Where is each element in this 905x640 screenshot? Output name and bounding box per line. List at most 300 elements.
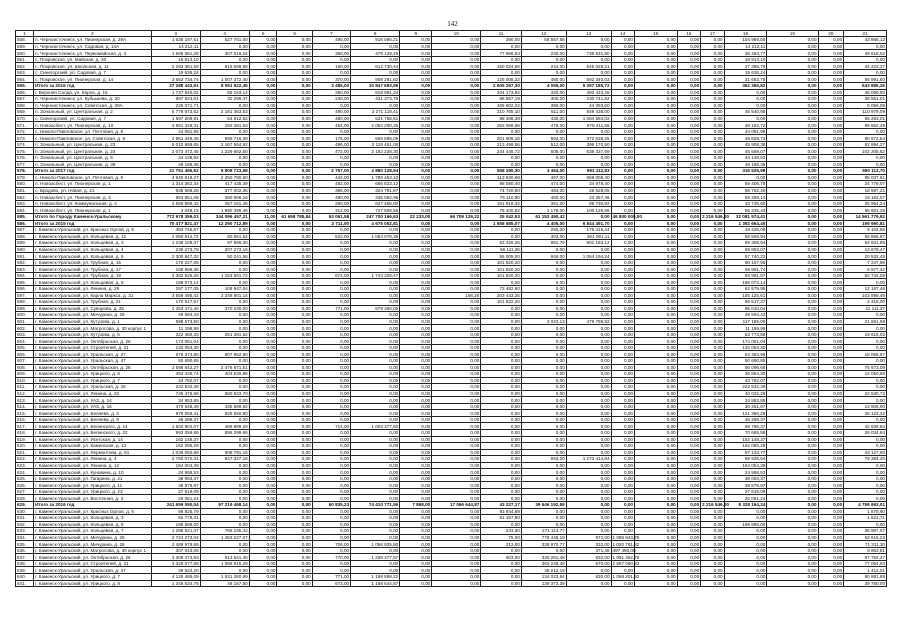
- amount-cell: 879 360,00: [351, 305, 400, 312]
- amount-cell: 607 852,80: [200, 351, 249, 358]
- amount-cell: 0,00: [351, 436, 400, 443]
- address-cell: г. Каменск-Уральский, ул. Кольцевая, д. 12: [34, 233, 151, 240]
- amount-cell: 0,00: [677, 285, 700, 292]
- amount-cell: 480,00: [521, 76, 566, 83]
- amount-cell: 0,00: [767, 200, 818, 207]
- amount-cell: 0,00: [277, 541, 312, 548]
- amount-cell: 93 944,89: [481, 508, 522, 515]
- amount-cell: 0,00: [767, 109, 818, 116]
- amount-cell: 0,00: [677, 528, 700, 535]
- amount-cell: 11 199,99: [151, 325, 200, 332]
- amount-cell: 0,00: [200, 547, 249, 554]
- amount-cell: 0,00: [767, 351, 818, 358]
- amount-cell: 0,00: [701, 56, 724, 63]
- amount-cell: 0,00: [277, 318, 312, 325]
- amount-cell: 0,00: [277, 338, 312, 345]
- amount-cell: 896 299,66: [200, 430, 249, 437]
- amount-cell: 0,00: [400, 56, 432, 63]
- amount-cell: 0,00: [611, 187, 634, 194]
- address-cell: г. Каменск-Уральский, ул. Ленина, д. 4: [34, 456, 151, 463]
- amount-cell: 0,00: [432, 580, 481, 587]
- amount-cell: 0,00: [200, 259, 249, 266]
- amount-cell: 0,00: [611, 312, 634, 319]
- amount-cell: 0,00: [277, 148, 312, 155]
- amount-cell: 0,00: [818, 554, 844, 561]
- amount-cell: 0,00: [481, 456, 522, 463]
- amount-cell: 225 071,71: [151, 102, 200, 109]
- amount-cell: 0,00: [432, 272, 481, 279]
- amount-cell: 0,00: [818, 213, 844, 220]
- amount-cell: 0,00: [249, 240, 277, 247]
- amount-cell: 2 293 361,69: [151, 63, 200, 70]
- amount-cell: 0,00: [724, 508, 767, 515]
- amount-cell: 0,00: [635, 371, 678, 378]
- amount-cell: 0,00: [611, 148, 634, 155]
- amount-cell: 0,00: [611, 128, 634, 135]
- amount-cell: 0,00: [635, 364, 678, 371]
- amount-cell: 0,00: [481, 344, 522, 351]
- row-index: 634.: [16, 534, 34, 541]
- amount-cell: 1 412,01: [844, 567, 887, 574]
- amount-cell: 1 091 462,75: [612, 554, 640, 560]
- amount-cell: 0,00: [701, 377, 724, 384]
- amount-cell: 0,00: [432, 128, 481, 135]
- amount-cell: 70 477 821,47: [151, 220, 200, 227]
- amount-cell: 82 779,31: [151, 515, 200, 522]
- amount-cell: 0,00: [400, 200, 432, 207]
- amount-cell: 0,00: [432, 122, 481, 129]
- amount-cell: 0,00: [818, 89, 844, 96]
- amount-cell: 0,00: [432, 390, 481, 397]
- amount-cell: 0,00: [677, 534, 700, 541]
- address-cell: г. Каменск-Уральский, ул. Матросова, д. 30 корпус 1: [34, 547, 151, 554]
- amount-cell: 0,00: [818, 443, 844, 450]
- amount-cell: 162 095,29: [151, 443, 200, 450]
- amount-cell: 363 248,48: [521, 560, 566, 567]
- row-index: 575.: [16, 148, 34, 155]
- address-cell: г. Каменск-Уральский, ул. Суворова, д. 25: [34, 305, 151, 312]
- amount-cell: 0,00: [200, 397, 249, 404]
- amount-cell: 2 961 449,46: [151, 135, 200, 142]
- amount-cell: 0,00: [818, 50, 844, 57]
- amount-cell: 0,00: [432, 488, 481, 495]
- amount-cell: 0,00: [818, 233, 844, 240]
- amount-cell: 0,00: [611, 181, 634, 188]
- row-index: 576.: [16, 155, 34, 162]
- amount-cell: 0,00: [432, 56, 481, 63]
- amount-cell: 44 081,96: [724, 128, 767, 135]
- amount-cell: 0,00: [611, 344, 634, 351]
- row-index: 570.: [16, 115, 34, 122]
- amount-cell: 0,00: [277, 416, 312, 423]
- amount-cell: 0,00: [635, 128, 678, 135]
- amount-cell: 0,00: [818, 534, 844, 541]
- amount-cell: 0,00: [521, 246, 566, 253]
- address-cell: г. Каменск-Уральский, ул. Трубная, д. 21: [34, 299, 151, 306]
- amount-cell: 0,00: [249, 207, 277, 214]
- amount-cell: 0,00: [200, 482, 249, 489]
- amount-cell: 1 453 227,07: [200, 534, 249, 541]
- amount-cell: 1 314 382,34: [151, 181, 200, 188]
- amount-cell: 0,00: [400, 69, 432, 76]
- amount-cell: 0,00: [611, 89, 634, 96]
- amount-cell: 0,00: [701, 69, 724, 76]
- amount-cell: 377 002,35: [200, 187, 249, 194]
- amount-cell: 0,00: [400, 122, 432, 129]
- amount-cell: 18 913,10: [724, 56, 767, 63]
- amount-cell: 0,00: [677, 475, 700, 482]
- amount-cell: 362 366,82: [724, 83, 767, 90]
- amount-cell: 0,00: [701, 364, 724, 371]
- amount-cell: 0,00: [481, 580, 522, 587]
- amount-cell: 0,00: [635, 50, 678, 57]
- amount-cell: 4 095,00: [521, 83, 566, 90]
- address-cell: г. Каменск-Уральский, ул. Мичурина, д. 28: [34, 312, 151, 319]
- amount-cell: 0,00: [611, 515, 634, 522]
- amount-cell: 0,00: [400, 135, 432, 142]
- amount-cell: 0,00: [701, 43, 724, 50]
- amount-cell: 390,00: [521, 102, 566, 109]
- amount-cell: 0,00: [677, 109, 700, 116]
- amount-cell: 0,00: [432, 475, 481, 482]
- amount-cell: 0,00: [481, 436, 522, 443]
- amount-cell: 0,00: [844, 488, 887, 495]
- column-number: 21: [844, 31, 887, 37]
- amount-cell: 0,00: [818, 285, 844, 292]
- amount-cell: 0,00: [200, 541, 249, 548]
- amount-cell: 42 839,84: [844, 423, 887, 430]
- amount-cell: 4 961 329,31: [151, 122, 200, 129]
- amount-cell: 0,00: [767, 168, 818, 175]
- amount-cell: 38 484,77: [724, 50, 767, 57]
- amount-cell: 0,00: [818, 462, 844, 469]
- amount-cell: 0,00: [611, 528, 634, 535]
- amount-cell: 0,00: [767, 266, 818, 273]
- row-index: 598.: [16, 299, 34, 306]
- amount-cell: 932,00: [566, 554, 611, 561]
- amount-cell: 0,00: [566, 462, 611, 469]
- amount-cell: 46 157,50: [200, 580, 249, 587]
- address-cell: г. Каменск-Уральский, ул. Ленина, д. 29: [34, 285, 151, 292]
- amount-cell: 0,00: [400, 449, 432, 456]
- amount-cell: 0,00: [611, 364, 634, 371]
- amount-cell: 0,00: [521, 351, 566, 358]
- amount-cell: 0,00: [521, 364, 566, 371]
- amount-cell: 113 630,98: [481, 174, 522, 181]
- amount-cell: 0,00: [566, 580, 611, 587]
- amount-cell: 0,00: [635, 285, 678, 292]
- amount-cell: 0,00: [566, 213, 611, 220]
- amount-cell: 0,00: [277, 279, 312, 286]
- amount-cell: 0,00: [481, 384, 522, 391]
- row-index: 620.: [16, 443, 34, 450]
- amount-cell: 467,00: [521, 174, 566, 181]
- amount-cell: 0,00: [249, 253, 277, 260]
- amount-cell: 1 229 662,50: [200, 148, 249, 155]
- amount-cell: 0,00: [277, 76, 312, 83]
- table-row: [16, 580, 887, 587]
- amount-cell: 92 742,09: [844, 272, 887, 279]
- amount-cell: 0,00: [566, 285, 611, 292]
- amount-cell: 0,00: [481, 128, 522, 135]
- amount-cell: 0,00: [400, 377, 432, 384]
- amount-cell: 0,00: [611, 377, 634, 384]
- amount-cell: 0,00: [400, 272, 432, 279]
- amount-cell: 0,00: [400, 344, 432, 351]
- amount-cell: 0,00: [635, 266, 678, 273]
- amount-cell: 0,00: [611, 305, 634, 312]
- amount-cell: 0,00: [249, 344, 277, 351]
- amount-cell: 0,00: [249, 364, 277, 371]
- amount-cell: 1 007 372,40: [200, 76, 249, 83]
- amount-cell: 0,00: [351, 430, 400, 437]
- row-index: 579.: [16, 174, 34, 181]
- amount-cell: 0,00: [432, 364, 481, 371]
- amount-cell: 0,00: [481, 560, 522, 567]
- amount-cell: 49 188,36: [724, 161, 767, 168]
- address-cell: Итого за 2016 год: [34, 502, 151, 509]
- amount-cell: 300,00: [521, 96, 566, 103]
- amount-cell: 0,00: [312, 528, 350, 535]
- amount-cell: 0,00: [400, 168, 432, 175]
- amount-cell: 0,00: [611, 357, 634, 364]
- amount-cell: 0,00: [312, 240, 350, 247]
- amount-cell: 0,00: [611, 56, 634, 63]
- amount-cell: 0,00: [249, 423, 277, 430]
- amount-cell: 0,00: [277, 443, 312, 450]
- amount-cell: 0,00: [481, 482, 522, 489]
- amount-cell: 0,00: [249, 63, 277, 70]
- amount-cell: 0,00: [767, 246, 818, 253]
- amount-cell: 0,00: [432, 482, 481, 489]
- amount-cell: 0,00: [481, 416, 522, 423]
- amount-cell: 0,00: [432, 331, 481, 338]
- amount-cell: 0,00: [677, 554, 700, 561]
- amount-cell: 0,00: [767, 410, 818, 417]
- amount-cell: 714,00: [312, 423, 350, 430]
- amount-cell: 0,00: [677, 115, 700, 122]
- amount-cell: 0,00: [521, 357, 566, 364]
- column-number: 20: [818, 31, 844, 37]
- amount-cell: 38 551,01: [844, 96, 887, 103]
- amount-cell: 390,00: [481, 37, 522, 44]
- amount-cell: 0,00: [677, 253, 700, 260]
- amount-cell: 0,00: [818, 547, 844, 554]
- amount-cell: 0,00: [400, 416, 432, 423]
- amount-cell: 0,00: [400, 403, 432, 410]
- column-number: 1: [16, 31, 34, 37]
- amount-cell: 638 337,69: [566, 148, 611, 155]
- amount-cell: 0,00: [400, 292, 432, 299]
- amount-cell: 0,00: [566, 521, 611, 528]
- amount-cell: 0,00: [611, 253, 634, 260]
- amount-cell: 0,00: [818, 155, 844, 162]
- amount-cell: 0,00: [611, 259, 634, 266]
- amount-cell: 665 695,09: [351, 135, 400, 142]
- address-cell: г. Каменск-Уральский, ул. Октябрьская, д. 28: [34, 364, 151, 371]
- amount-cell: 0,00: [521, 344, 566, 351]
- amount-cell: 0,00: [677, 135, 700, 142]
- amount-cell: 324 791,87: [351, 187, 400, 194]
- amount-cell: 0,00: [432, 456, 481, 463]
- amount-cell: 545 029,21: [566, 63, 611, 70]
- amount-cell: 0,00: [277, 508, 312, 515]
- amount-cell: 8 328 164,24: [724, 502, 767, 509]
- amount-cell: 0,00: [200, 344, 249, 351]
- amount-cell: 0,00: [521, 285, 566, 292]
- amount-cell: 0,00: [635, 318, 678, 325]
- amount-cell: 0,00: [701, 76, 724, 83]
- row-index: 596.: [16, 285, 34, 292]
- amount-cell: 0,00: [312, 312, 350, 319]
- address-cell: Итого за 2017 год: [34, 168, 151, 175]
- amount-cell: 236 273,78: [151, 246, 200, 253]
- address-cell: с. Покровское, ул. Школьная, д. 11: [34, 63, 151, 70]
- amount-cell: 0,00: [566, 299, 611, 306]
- amount-cell: 58 559,94: [724, 233, 767, 240]
- amount-cell: 0,00: [611, 194, 634, 201]
- amount-cell: 0,00: [701, 410, 724, 417]
- amount-cell: 0,00: [818, 122, 844, 129]
- amount-cell: 474,00: [521, 181, 566, 188]
- amount-cell: 659 008,40: [566, 174, 611, 181]
- amount-cell: 0,00: [635, 109, 678, 116]
- amount-cell: 0,00: [677, 299, 700, 306]
- amount-cell: 0,00: [432, 246, 481, 253]
- amount-cell: 0,00: [566, 43, 611, 50]
- amount-cell: 0,00: [400, 233, 432, 240]
- amount-cell: 0,00: [701, 351, 724, 358]
- amount-cell: 0,00: [818, 364, 844, 371]
- address-cell: г. Каменск-Уральский, ул. УАЗ, д. 16: [34, 403, 151, 410]
- amount-cell: 0,00: [351, 521, 400, 528]
- amount-cell: 0,00: [635, 567, 678, 574]
- amount-cell: 297 177,05: [151, 285, 200, 292]
- amount-cell: 0,00: [701, 272, 724, 279]
- amount-cell: 0,00: [521, 384, 566, 391]
- amount-cell: 95 825,79: [151, 508, 200, 515]
- amount-cell: 0,00: [249, 174, 277, 181]
- amount-cell: 0,00: [277, 423, 312, 430]
- row-index: 582.: [16, 194, 34, 201]
- amount-cell: 0,00: [677, 521, 700, 528]
- amount-cell: 0,00: [432, 187, 481, 194]
- amount-cell: 0,00: [351, 377, 400, 384]
- amount-cell: 0,00: [312, 397, 350, 404]
- amount-cell: 0,00: [400, 410, 432, 417]
- amount-cell: 0,00: [566, 155, 611, 162]
- amount-cell: 0,00: [767, 554, 818, 561]
- amount-cell: 0,00: [611, 449, 634, 456]
- amount-cell: 0,00: [277, 430, 312, 437]
- amount-cell: 27 619,09: [151, 488, 200, 495]
- amount-cell: 0,00: [277, 240, 312, 247]
- row-index: 568.: [16, 102, 34, 109]
- amount-cell: 0,00: [351, 528, 400, 535]
- amount-cell: 0,00: [767, 384, 818, 391]
- row-index: 623.: [16, 462, 34, 469]
- amount-cell: 0,00: [400, 423, 432, 430]
- amount-cell: 0,00: [611, 207, 634, 214]
- amount-cell: 50 241,56: [200, 253, 249, 260]
- amount-cell: 53 615,23: [844, 534, 887, 541]
- amount-cell: 43 782,07: [724, 377, 767, 384]
- amount-cell: 0,00: [432, 279, 481, 286]
- amount-cell: 404 530,88: [200, 371, 249, 378]
- amount-cell: 0,00: [767, 161, 818, 168]
- row-index: 624.: [16, 469, 34, 476]
- amount-cell: 0,00: [312, 69, 350, 76]
- row-index: 567.: [16, 96, 34, 103]
- column-number: 11: [481, 31, 522, 37]
- column-number: 18: [724, 31, 767, 37]
- amount-cell: 35 987,07: [844, 528, 887, 535]
- amount-cell: 0,00: [767, 574, 818, 581]
- amount-cell: 643 885,26: [844, 83, 887, 90]
- amount-cell: 0,00: [701, 547, 724, 554]
- amount-cell: 0,00: [432, 259, 481, 266]
- amount-cell: 0,00: [277, 266, 312, 273]
- amount-cell: 0,00: [611, 292, 634, 299]
- amount-cell: 0,00: [400, 397, 432, 404]
- amount-cell: 0,00: [277, 299, 312, 306]
- amount-cell: 0,00: [400, 469, 432, 476]
- amount-cell: 0,00: [400, 482, 432, 489]
- amount-cell: 230 741,82: [566, 96, 611, 103]
- amount-cell: 0,00: [249, 338, 277, 345]
- row-index: 622.: [16, 456, 34, 463]
- amount-cell: 0,00: [767, 43, 818, 50]
- amount-cell: 320,00: [521, 89, 566, 96]
- amount-cell: 28 122,32: [844, 410, 887, 417]
- amount-cell: 2 605 297,30: [481, 83, 522, 90]
- amount-cell: 0,00: [677, 312, 700, 319]
- amount-cell: 162 148,37: [151, 436, 200, 443]
- amount-cell: 0,00: [249, 410, 277, 417]
- amount-cell: 0,00: [400, 554, 432, 561]
- amount-cell: 18 597,21: [844, 187, 887, 194]
- amount-cell: 0,00: [481, 227, 522, 234]
- amount-cell: 4 125 485,09: [151, 574, 200, 581]
- amount-cell: 0,00: [701, 128, 724, 135]
- row-index: 618.: [16, 430, 34, 437]
- amount-cell: 0,00: [724, 534, 767, 541]
- amount-cell: 0,00: [635, 436, 678, 443]
- amount-cell: 50 690,85: [151, 357, 200, 364]
- amount-cell: 1 658 585,07: [481, 220, 522, 227]
- amount-cell: 88 488,38: [481, 115, 522, 122]
- amount-cell: 30 451,67: [724, 403, 767, 410]
- amount-cell: 0,00: [481, 325, 522, 332]
- amount-cell: 5 010 869,65: [151, 141, 200, 148]
- amount-cell: 0,00: [677, 37, 700, 44]
- amount-cell: 0,00: [677, 155, 700, 162]
- amount-cell: 0,00: [818, 253, 844, 260]
- amount-cell: 0,00: [521, 155, 566, 162]
- row-index: 599.: [16, 305, 34, 312]
- amount-cell: 19 636,24: [724, 69, 767, 76]
- amount-cell: 0,00: [635, 279, 678, 286]
- amount-cell: 0,00: [611, 488, 634, 495]
- amount-cell: 0,00: [249, 76, 277, 83]
- amount-cell: 0,00: [701, 194, 724, 201]
- amount-cell: 43 865,13: [844, 37, 887, 44]
- amount-cell: 450,00: [521, 194, 566, 201]
- address-cell: г. Каменск-Уральский, ул. Кольцевая, д. 3: [34, 515, 151, 522]
- address-cell: г. Каменск-Уральский, ул. Трубная, д. 15: [34, 259, 151, 266]
- address-cell: г. Каменск-Уральский, ул. Октябрьская, д. 26: [34, 554, 151, 561]
- amount-cell: 0,00: [351, 351, 400, 358]
